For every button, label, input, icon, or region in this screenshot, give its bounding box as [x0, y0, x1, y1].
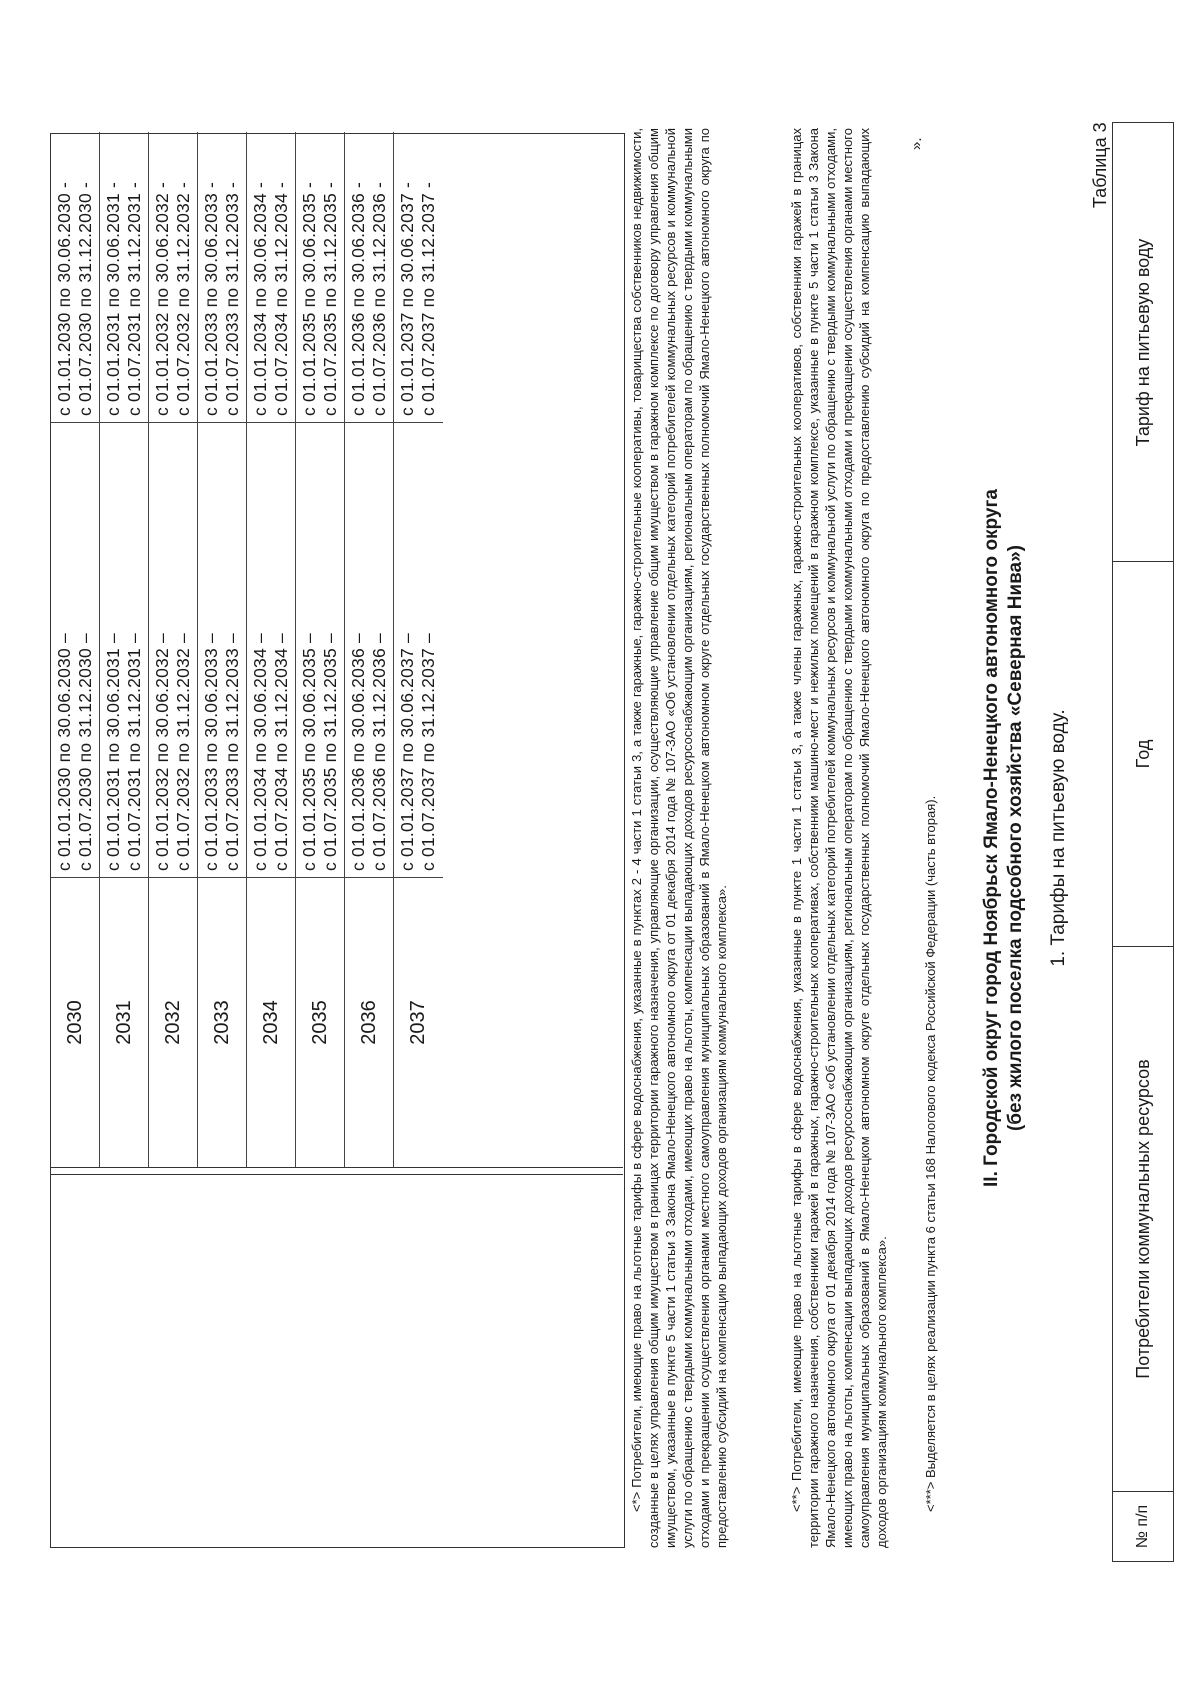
period-line: с 01.01.2033 по 30.06.2033 - [201, 181, 221, 416]
section-title [980, 128, 1028, 1548]
tariff-cell [198, 132, 246, 422]
period-line: с 01.07.2031 по 31.12.2031 – [124, 633, 144, 871]
column-divider [51, 1174, 623, 1175]
header-number: № п/п [1113, 1491, 1173, 1561]
period-cell [51, 422, 99, 877]
header-tariff: Тариф на питьевую воду [1133, 238, 1153, 447]
period-line: с 01.07.2031 по 31.12.2031 - [124, 181, 144, 416]
period-cell [100, 422, 148, 877]
year-cell: 2037 [394, 877, 443, 1167]
table-caption: Таблица 3 [1090, 122, 1110, 208]
tariff-cell [345, 132, 393, 422]
consumer-category-cell [51, 1167, 623, 1547]
period-line: с 01.07.2033 по 31.12.2033 - [222, 181, 242, 416]
table-row [198, 132, 247, 1167]
footnote-text: <*> Потребители, имеющие право на льготные тарифы в сфере водоснабжения, указанные в пунктах 2 - 4 части 1 статьи 3, а также гаражные, гаражно-строительные кооперативы, товарищества собственников недвижимости, созданные в целях управления общим имуществом в границах территории гаражного назначения, управляющие организации, осуществляющие управление общим имуществом в гаражном комплексе по договору управления общим имуществом, указанные в пункте 5 части 1 статьи 3 Закона Ямало-Ненецкого автономного округа от 01 декабря 2014 года № 107-ЗАО «Об установлении отдельных категорий потребителей коммунальных ресурсов и коммунальной услуги по обращению с твердыми коммунальными отходами, имеющих право на льготы, компенсации выпадающих доходов ресурсоснабжающим организациям, региональным операторам по обращению с твердыми коммунальными отходами и прекращении осуществления органами местного самоуправления муниципальных образований в Ямало-Ненецком автономном округе отдельных государственных полномочий Ямало-Ненецкого автономного округа по предоставлению субсидий на компенсацию выпадающих доходов организациям коммунального комплекса». [629, 128, 729, 1548]
table-row [149, 132, 198, 1167]
tariff-cell [296, 132, 344, 422]
period-line: с 01.07.2032 по 31.12.2032 – [173, 633, 193, 871]
period-line: с 01.07.2030 по 31.12.2030 - [75, 181, 95, 416]
period-line: с 01.01.2032 по 30.06.2032 - [152, 181, 172, 416]
year-cell: 2030 [51, 877, 99, 1167]
period-line: с 01.01.2031 по 30.06.2031 - [103, 181, 123, 416]
period-line: с 01.01.2030 по 30.06.2030 - [54, 181, 74, 416]
period-cell [394, 422, 443, 877]
year-cell: 2031 [100, 877, 148, 1167]
period-line: с 01.01.2035 по 30.06.2035 - [299, 181, 319, 416]
section-title-line: II. Городской округ город Ноябрьск Ямало-Ненецкого автономного округа [981, 489, 1002, 1187]
tariff-period-table [50, 133, 625, 1548]
tariff-cell [51, 132, 99, 422]
header-year: Год [1113, 561, 1173, 946]
subsection-title: 1. Тарифы на питьевую воду. [1048, 709, 1069, 967]
period-line: с 01.07.2033 по 31.12.2033 – [222, 633, 242, 871]
period-line: с 01.01.2036 по 30.06.2036 – [348, 633, 368, 871]
period-line: с 01.07.2036 по 31.12.2036 – [369, 633, 389, 871]
footnote-3 [922, 128, 939, 1548]
period-cell [345, 422, 393, 877]
period-line: с 01.07.2037 по 31.12.2037 – [418, 633, 438, 871]
tariff-cell [247, 132, 295, 422]
table-row [100, 132, 149, 1167]
period-line: с 01.01.2030 по 30.06.2030 – [54, 633, 74, 871]
period-line: с 01.01.2033 по 30.06.2033 – [201, 633, 221, 871]
period-cell [247, 422, 295, 877]
table-row [247, 132, 296, 1167]
table-row [345, 132, 394, 1167]
table-row [394, 132, 443, 1167]
year-cell: 2035 [296, 877, 344, 1167]
period-line: с 01.07.2035 по 31.12.2035 - [320, 181, 340, 416]
period-line: с 01.01.2031 по 30.06.2031 – [103, 633, 123, 871]
period-line: с 01.01.2037 по 30.06.2037 – [397, 633, 417, 871]
tariff-cell [100, 132, 148, 422]
table-row [51, 132, 100, 1167]
year-cell: 2034 [247, 877, 295, 1167]
period-line: с 01.07.2036 по 31.12.2036 - [369, 181, 389, 416]
period-line: с 01.07.2030 по 31.12.2030 – [75, 633, 95, 871]
header-consumers: Потребители коммунальных ресурсов [1113, 946, 1173, 1491]
footnote-2 [788, 128, 890, 1548]
year-cell: 2036 [345, 877, 393, 1167]
footnote-text: <**> Потребители, имеющие право на льготные тарифы в сфере водоснабжения, указанные в пункте 1 части 1 статьи 3, а также члены гаражных, гаражно-строительных кооперативов, собственники гаражей в границах территории гаражного назначения, собственники гаражей в гаражных, гаражно-строительных кооперативах, собственники машино-мест и нежилых помещений в гаражном комплексе, указанные в пункте 5 части 1 статьи 3 Закона Ямало-Ненецкого автономного округа от 01 декабря 2014 года № 107-ЗАО «Об установлении отдельных категорий потребителей коммунальных ресурсов и коммунальной услуги по обращению с твердыми коммунальными отходами, имеющих право на льготы, компенсации выпадающих доходов ресурсоснабжающим организациям, региональным операторам по обращению с твердыми коммунальными отходами и прекращении осуществления органами местного самоуправления муниципальных образований в Ямало-Ненецком автономном округе отдельных государственных полномочий Ямало-Ненецкого автономного округа по предоставлению субсидий на компенсацию выпадающих доходов организациям коммунального комплекса». [789, 128, 889, 1548]
table-row [296, 132, 345, 1167]
table-3-header [1112, 122, 1174, 1562]
period-line: с 01.01.2034 по 30.06.2034 - [250, 181, 270, 416]
closing-quote: ». [908, 137, 925, 150]
footnote-1 [628, 128, 730, 1548]
period-cell [296, 422, 344, 877]
period-cell [198, 422, 246, 877]
period-line: с 01.01.2035 по 30.06.2035 – [299, 633, 319, 871]
period-line: с 01.07.2034 по 31.12.2034 – [271, 633, 291, 871]
period-line: с 01.01.2032 по 30.06.2032 – [152, 633, 172, 871]
tariff-cell [149, 132, 197, 422]
period-line: с 01.01.2037 по 30.06.2037 - [397, 181, 417, 416]
period-line: с 01.07.2037 по 31.12.2037 - [418, 181, 438, 416]
tariff-cell [394, 132, 443, 422]
period-line: с 01.07.2035 по 31.12.2035 – [320, 633, 340, 871]
period-cell [149, 422, 197, 877]
period-line: с 01.01.2036 по 30.06.2036 - [348, 181, 368, 416]
section-title-line: (без жилого поселка подсобного хозяйства «Северная Нива») [1005, 545, 1026, 1132]
period-line: с 01.07.2032 по 31.12.2032 - [173, 181, 193, 416]
year-cell: 2033 [198, 877, 246, 1167]
period-line: с 01.01.2034 по 30.06.2034 – [250, 633, 270, 871]
period-line: с 01.07.2034 по 31.12.2034 - [271, 181, 291, 416]
year-cell: 2032 [149, 877, 197, 1167]
footnote-text: <***> Выделяется в целях реализации пункта 6 статьи 168 Налогового кодекса Российской Федерации (часть вторая). [923, 795, 938, 1512]
